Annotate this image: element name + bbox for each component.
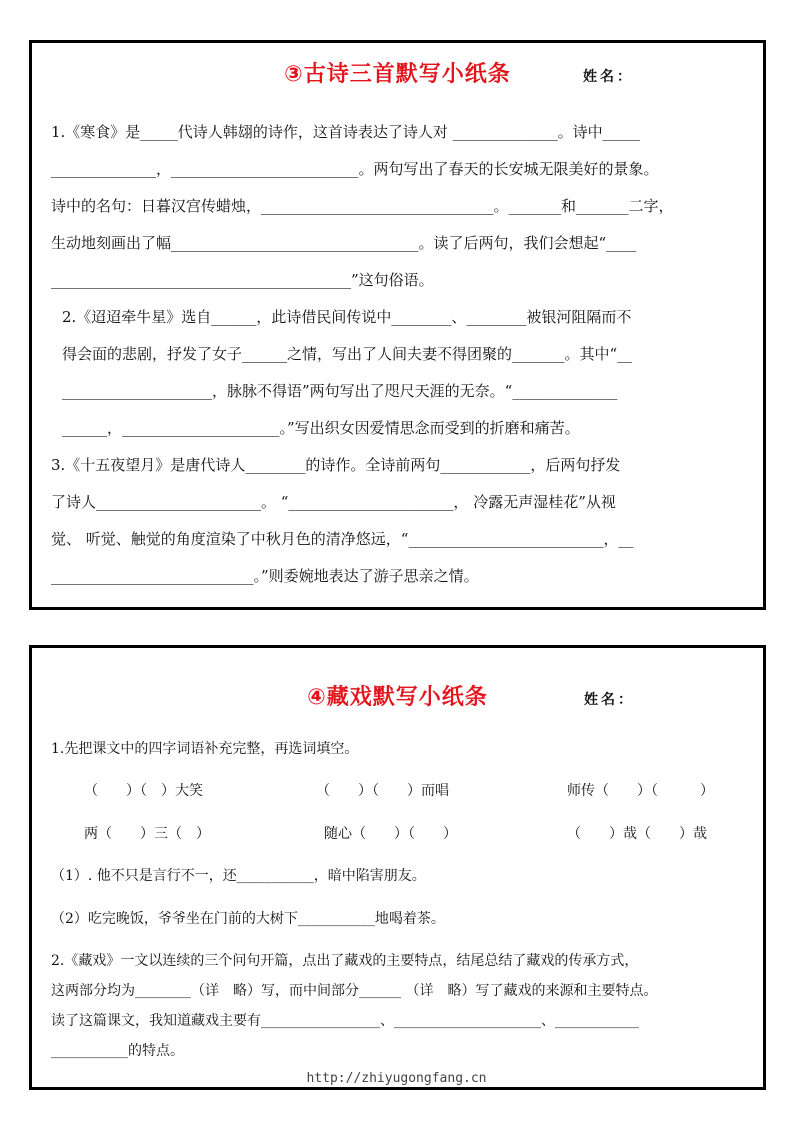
text-line: 读了这篇课文，我知道藏戏主要有_________________、_____________________、____________ xyxy=(51,1013,639,1029)
text-line: 3.《十五夜望月》是唐代诗人________的诗作。全诗前两句____________，后两句抒发 xyxy=(51,456,621,474)
question-prompt: 1.先把课文中的四字词语补充完整，再选词填空。 xyxy=(51,741,359,757)
idiom-blank: 随心（ ）（ ） xyxy=(324,826,457,842)
text-line: ______，_____________________。”写出织女因爱情思念而受到的折磨和痛苦。 xyxy=(62,419,580,437)
text-line: 得会面的悲剧，抒发了女子______之情，写出了人间夫妻不得团聚的_______。其中“__ xyxy=(62,345,633,363)
text-line: ____________________，脉脉不得语”两句写出了咫尺天涯的无奈。“______________ xyxy=(62,382,618,400)
text-line: 生动地刻画出了幅_________________________________。读了后两句，我们会想起“____ xyxy=(51,234,637,252)
idiom-blank: （ ）（ ）而唱 xyxy=(316,783,449,799)
fill-sentence: （2）吃完晚饭，爷爷坐在门前的大树下___________地喝着茶。 xyxy=(51,911,445,927)
text-line: 觉、 听觉、触觉的角度渲染了中秋月色的清净悠远，“__________________________，__ xyxy=(51,530,634,548)
text-line: 这两部分均为________（详 略）写，而中间部分______ （详 略）写了藏戏的来源和主要特点。 xyxy=(51,983,658,999)
idiom-blank: （ ）（ ）大笑 xyxy=(84,783,203,799)
text-line: ___________的特点。 xyxy=(51,1043,184,1059)
tibetan-opera-card xyxy=(29,645,766,1090)
idiom-blank: （ ）哉（ ）哉 xyxy=(567,826,707,842)
text-line: ________________________________________”这句俗语。 xyxy=(51,271,434,289)
text-line: ___________________________。”则委婉地表达了游子思亲之情。 xyxy=(51,567,479,585)
text-line: ______________，_________________________。两句写出了春天的长安城无限美好的景象。 xyxy=(51,160,659,178)
idiom-blank: 两（ ）三（ ） xyxy=(84,826,210,842)
name-label: 姓名： xyxy=(584,692,635,708)
text-line: 诗中的名句：日暮汉宫传蜡烛，_______________________________。_______和_______二字， xyxy=(51,197,674,215)
fill-sentence: （1）. 他不只是言行不一，还___________，暗中陷害朋友。 xyxy=(51,868,426,884)
card-title: ④藏戏默写小纸条 xyxy=(307,685,488,710)
poetry-dictation-card xyxy=(29,40,766,610)
text-line: 2.《迢迢牵牛星》选自______，此诗借民间传说中________、________被银河阻隔而不 xyxy=(62,308,632,326)
text-line: 了诗人______________________。 “______________________， 冷露无声湿桂花”从视 xyxy=(51,493,616,511)
footer-url: http://zhiyugongfang.cn xyxy=(306,1071,487,1086)
text-line: 1.《寒食》是_____代诗人韩翃的诗作，这首诗表达了诗人对 ______________。诗中_____ xyxy=(51,123,641,141)
card-title: ③古诗三首默写小纸条 xyxy=(284,62,511,87)
text-line: 2.《藏戏》一文以连续的三个问句开篇，点出了藏戏的主要特点，结尾总结了藏戏的传承方式， xyxy=(51,953,639,969)
idiom-blank: 师传（ ）（ ） xyxy=(567,783,714,799)
name-label: 姓名： xyxy=(583,69,634,85)
